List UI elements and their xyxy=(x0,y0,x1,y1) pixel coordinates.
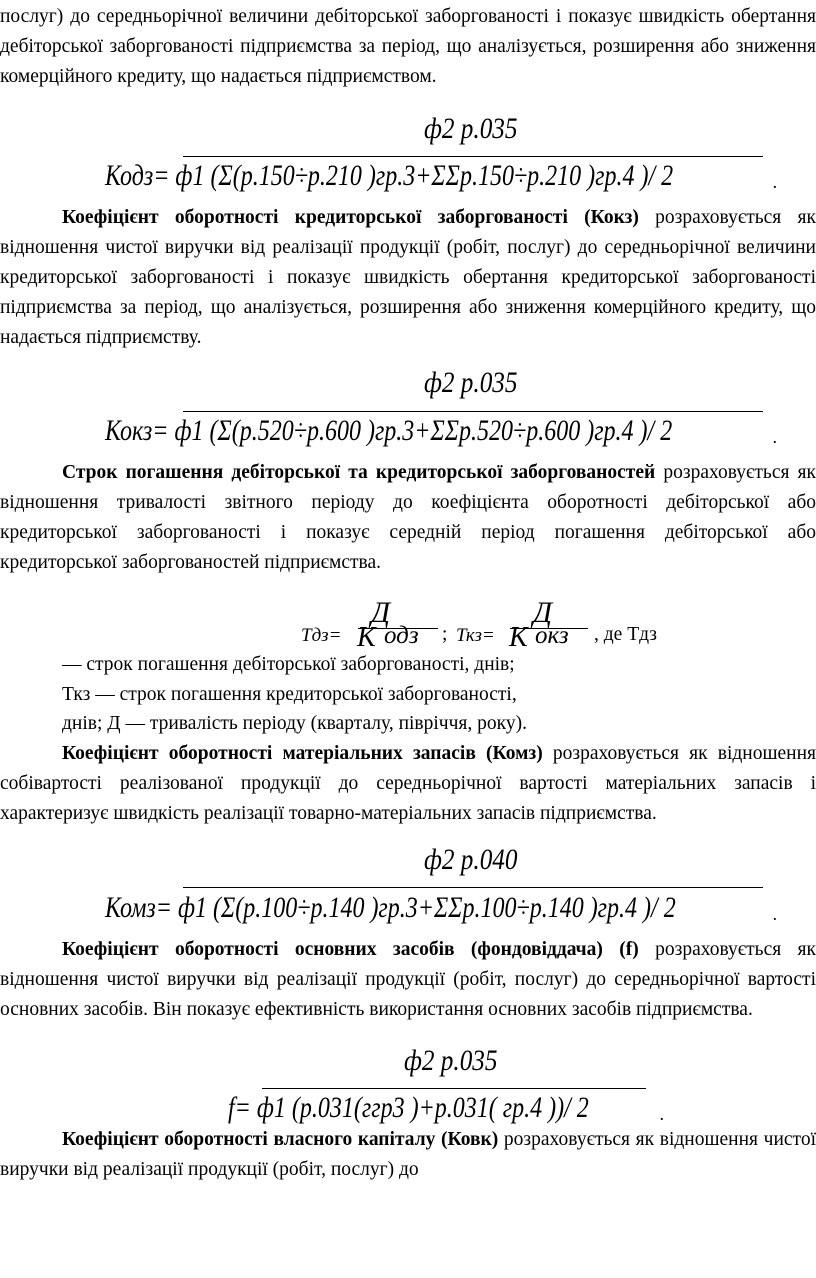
formula-kokz-dot: . xyxy=(773,427,778,447)
formula-kodz-dot: . xyxy=(773,172,778,192)
t-definition-line-3: днів; Д — тривалість періоду (кварталу, півріччя, року). xyxy=(62,713,527,734)
formula-kodz-fraction-bar xyxy=(183,156,763,157)
t-definition-line-2: Ткз — строк погашення кредиторської заборгованості, xyxy=(62,684,517,705)
paragraph-debtor-turnover-end xyxy=(0,2,816,92)
paragraph-text: послуг) до середньорічної величини дебіторської заборгованості і показує швидкість обертання дебіторської заборгованості підприємства за період, що аналізується, розширення або зниження комерційного кредиту, що надається підприємством. xyxy=(0,6,816,87)
formula-f-fraction-bar xyxy=(262,1088,646,1089)
t-definition-line-1: — строк погашення дебіторської заборгованості, днів; xyxy=(62,654,515,675)
term-kokz: Коефіцієнт оборотності кредиторської заборгованості (Кокз) xyxy=(62,207,639,228)
formula-tdz-label: Тдз= xyxy=(301,625,342,646)
formula-komz-numerator: ф2 р.040 xyxy=(424,843,518,876)
formula-tkz-sub: окз xyxy=(535,622,569,649)
formula-kokz-fraction-bar xyxy=(183,411,763,412)
term-komz: Коефіцієнт оборотності матеріальних запасів (Комз) xyxy=(62,743,543,764)
formula-t-tail: , де Тдз xyxy=(594,624,657,645)
paragraph-inventory-turnover xyxy=(0,739,816,829)
formula-f-dot: . xyxy=(660,1104,665,1124)
formula-komz-fraction-bar xyxy=(183,887,763,888)
formula-tkz-k: К xyxy=(509,622,528,653)
paragraph-creditor-turnover xyxy=(0,203,816,353)
formula-kodz-denominator: Кодз= ф1 (Σ(р.150÷р.210 )гр.3+ΣΣр.150÷р.210 )гр.4 )/ 2 xyxy=(105,159,674,192)
paragraph-equity-turnover xyxy=(0,1125,816,1185)
paragraph-text: розраховується як відношення тривалості звітного періоду до коефіцієнта оборотності дебіторської або кредиторської заборгованості і показує середній період погашення дебіторської або кредиторської заборгованостей підприємства. xyxy=(0,462,816,573)
paragraph-text: розраховується як відношення чистої виручки від реалізації продукції (робіт, послуг) до середньорічної вартості основних засобів. Він показує ефективність використання основних засобів підприємства. xyxy=(0,939,816,1020)
paragraph-fixed-assets-turnover xyxy=(0,935,816,1025)
term-repayment: Строк погашення дебіторської та кредиторської заборгованостей xyxy=(62,462,656,483)
paragraph-text: розраховується як відношення чистої виручки від реалізації продукції (робіт, послуг) до xyxy=(0,1129,816,1180)
term-kovk: Коефіцієнт оборотності власного капіталу (Ковк) xyxy=(62,1129,499,1150)
formula-komz-denominator: Комз= ф1 (Σ(р.100÷р.140 )гр.3+ΣΣр.100÷р.140 )гр.4 )/ 2 xyxy=(105,891,676,924)
formula-f-denominator: f= ф1 (р.031(ггр3 )+р.031( гр.4 ))/ 2 xyxy=(228,1091,589,1124)
paragraph-repayment-term xyxy=(0,458,816,578)
formula-kokz-numerator: ф2 р.035 xyxy=(424,366,518,399)
formula-kodz-numerator: ф2 р.035 xyxy=(424,112,518,145)
formula-tkz-d: Д xyxy=(533,596,553,629)
formula-tdz-k: К xyxy=(357,622,376,653)
formula-komz-dot: . xyxy=(773,904,778,924)
paragraph-text: розраховується як відношення собівартості реалізованої продукції до середньорічної вартості матеріальних запасів і характеризує швидкість реалізації товарно-матеріальних запасів підприємства. xyxy=(0,743,816,824)
formula-tdz-sub: одз xyxy=(384,622,419,649)
paragraph-text: розраховується як відношення чистої виручки від реалізації продукції (робіт, послуг) до середньорічної величини кредиторської заборгованості і показує швидкість обертання кредиторської заборгованості підприємства за період, що аналізується, розширення або зниження комерційного кредиту, що надається підприємству. xyxy=(0,207,816,348)
formula-tdz-d: Д xyxy=(371,596,391,629)
formula-kokz-denominator: Кокз= ф1 (Σ(р.520÷р.600 )гр.3+ΣΣр.520÷р.600 )гр.4 )/ 2 xyxy=(105,414,673,447)
formula-tkz-label: Ткз= xyxy=(456,625,495,646)
formula-f-numerator: ф2 р.035 xyxy=(404,1044,498,1077)
term-f: Коефіцієнт оборотності основних засобів (фондовіддача) (f) xyxy=(62,939,639,960)
formula-t-separator: ; xyxy=(442,624,448,645)
